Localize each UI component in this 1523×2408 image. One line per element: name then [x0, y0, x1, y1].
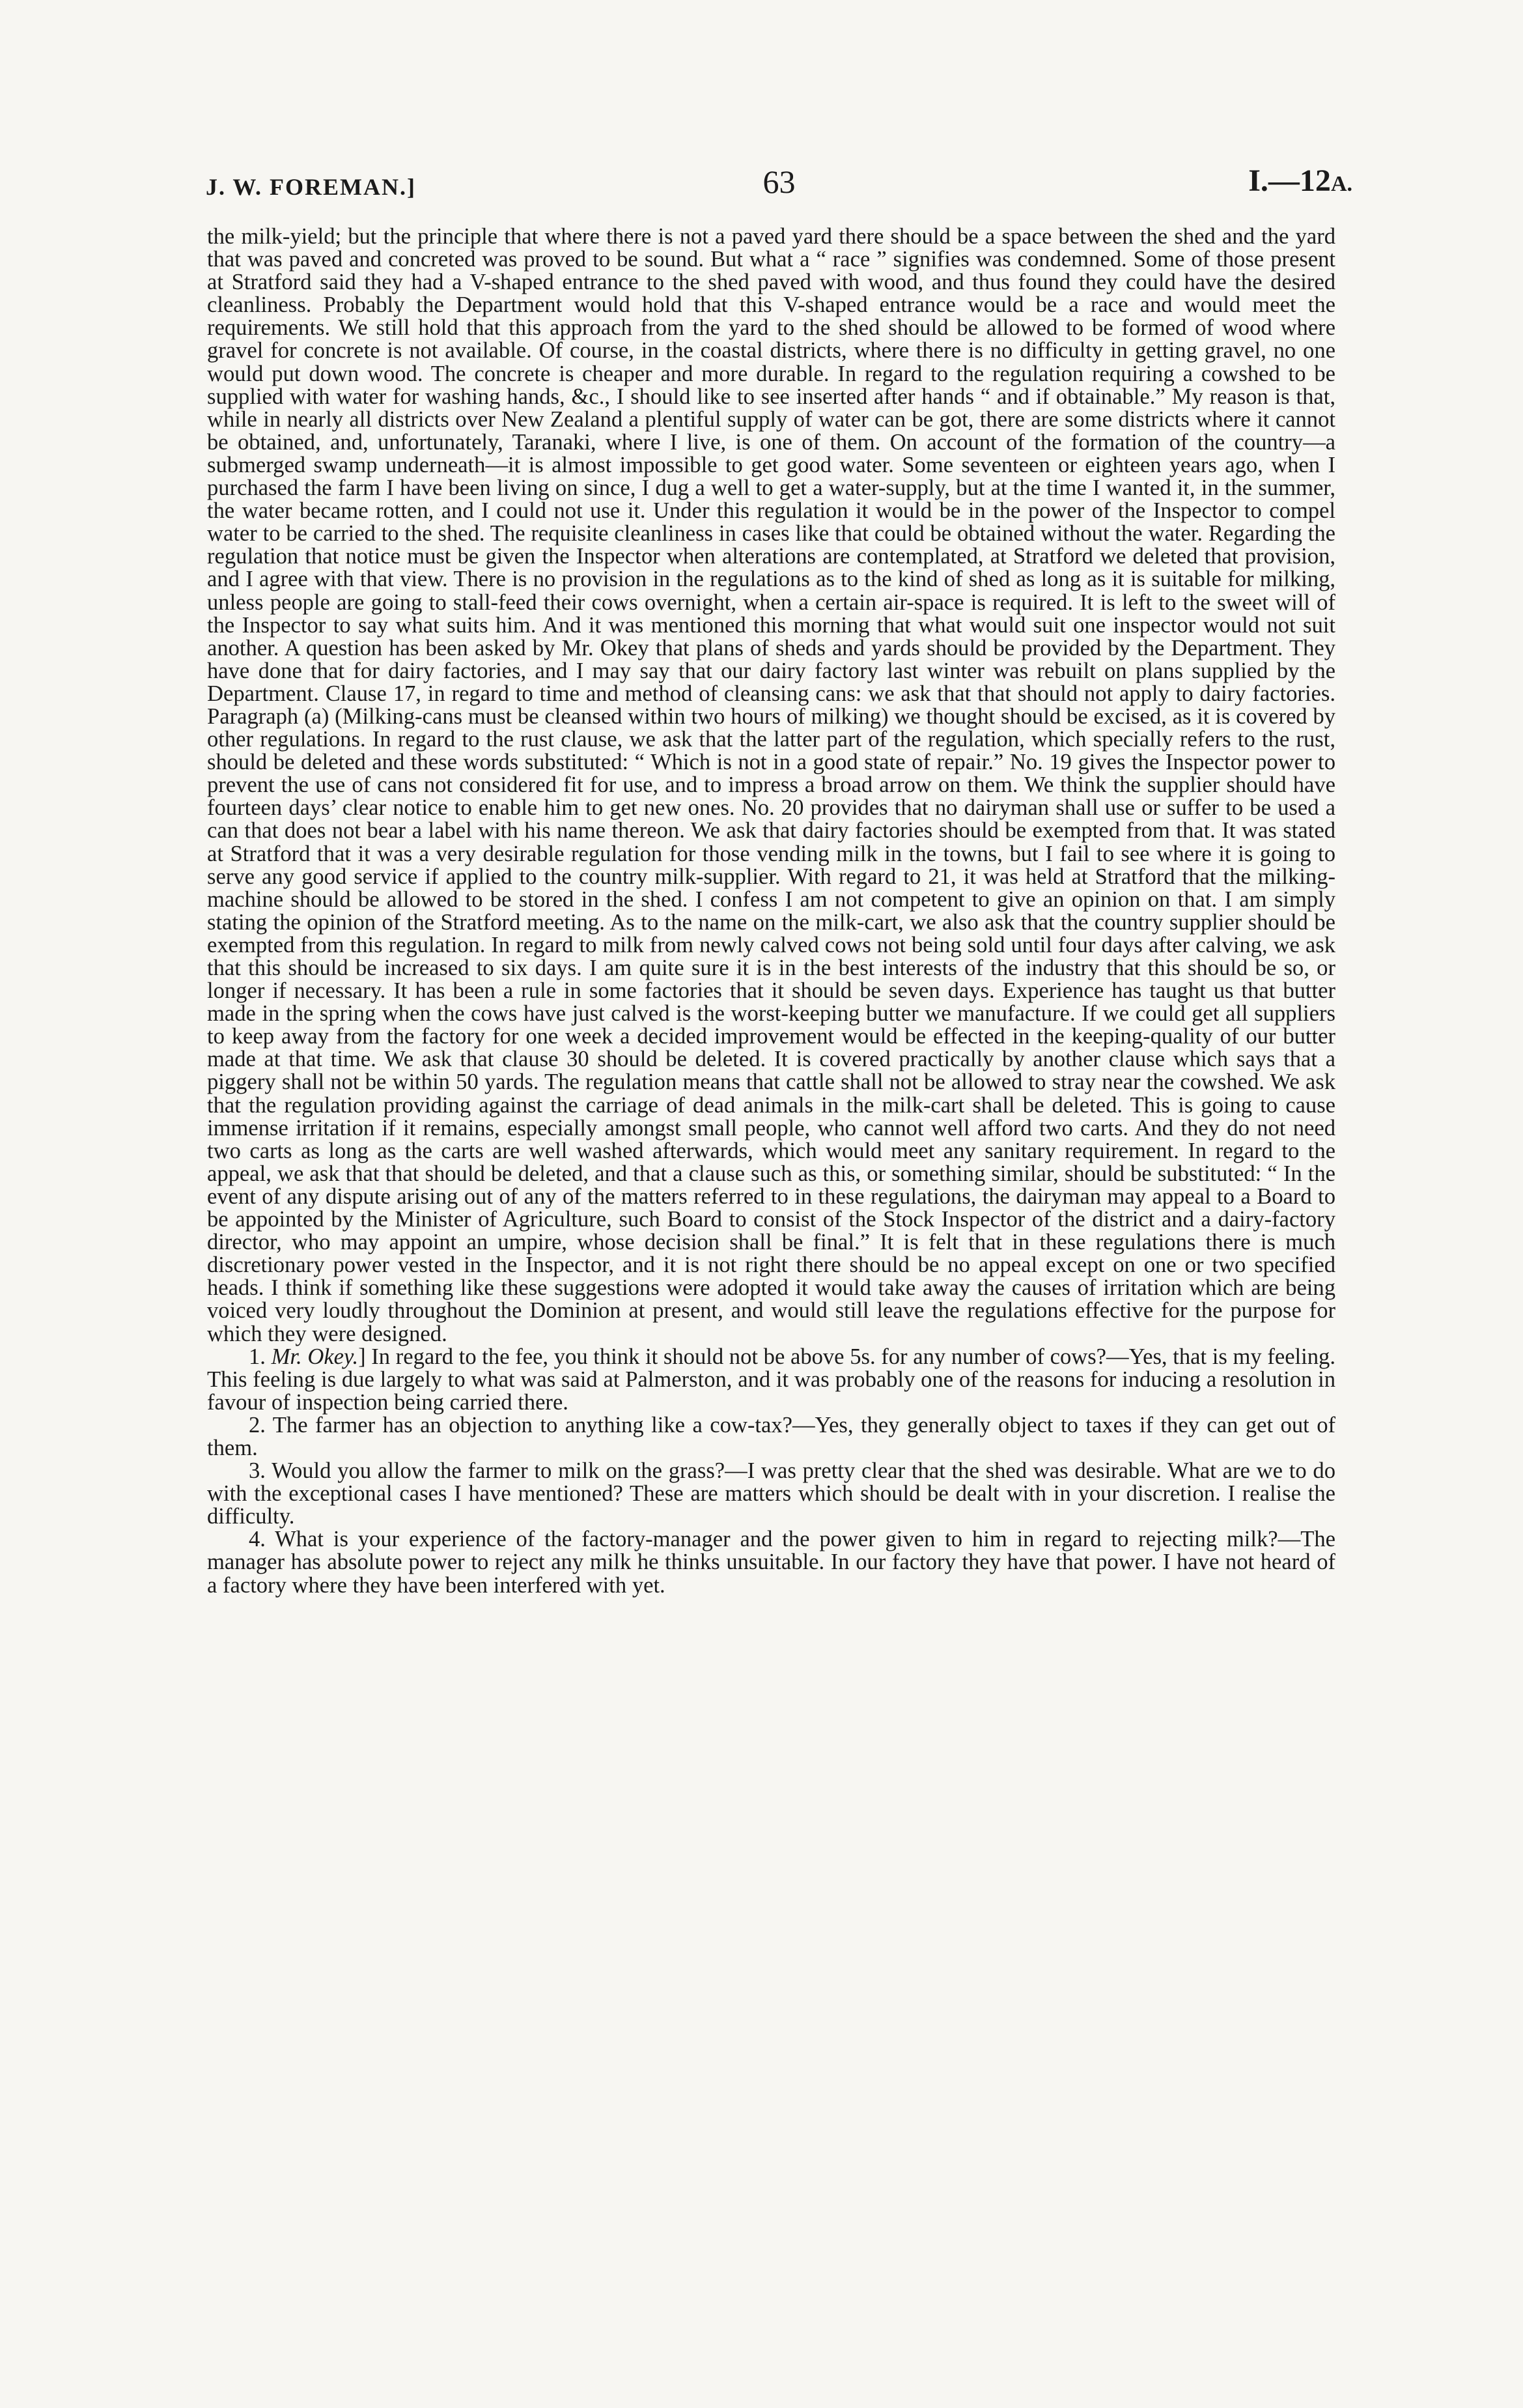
- witness-name: J. W. FOREMAN.]: [206, 174, 417, 200]
- question-number: 2.: [249, 1412, 266, 1438]
- question-3: [207, 1460, 1335, 1528]
- evidence-paragraph: the milk-yield; but the principle that where there is not a paved yard there should be a space between the shed and the yard that was paved and concreted was proved to be sound. But what a “ race ” signifies was condemned. Some of those present at Stratford said they had a V-shaped entrance to the shed paved with wood, and thus found they could have the desired cleanliness. Probably the Department would hold that this V-shaped entrance would be a race and would meet the requirements. We still hold that this approach from the yard to the shed should be allowed to be formed of wood where gravel for concrete is not available. Of course, in the coastal districts, where there is no difficulty in getting gravel, no one would put down wood. The concrete is cheaper and more durable. In regard to the regulation requiring a cowshed to be supplied with water for washing hands, &c., I should like to see inserted after hands “ and if obtainable.” My reason is that, while in nearly all districts over New Zealand a plentiful supply of water can be got, there are some districts where it cannot be obtained, and, unfortunately, Taranaki, where I live, is one of them. On account of the formation of the country—a submerged swamp underneath—it is almost impossible to get good water. Some seventeen or eighteen years ago, when I purchased the farm I have been living on since, I dug a well to get a water-supply, but at the time I wanted it, in the summer, the water became rotten, and I could not use it. Under this regulation it would be in the power of the Inspector to compel water to be carried to the shed. The requisite cleanliness in cases like that could be obtained without the water. Regarding the regulation that notice must be given the Inspector when alterations are contemplated, at Stratford we deleted that provision, and I agree with that view. There is no provision in the regulations as to the kind of shed as long as it is suitable for milking, unless people are going to stall-feed their cows overnight, when a certain air-space is required. It is left to the sweet will of the Inspector to say what suits him. And it was mentioned this morning that what would suit one inspector would not suit another. A question has been asked by Mr. Okey that plans of sheds and yards should be provided by the Department. They have done that for dairy factories, and I may say that our dairy factory last winter was rebuilt on plans supplied by the Department. Clause 17, in regard to time and method of cleansing cans: we ask that that should not apply to dairy factories. Paragraph (a) (Milking-cans must be cleansed within two hours of milking) we thought should be excised, as it is covered by other regulations. In regard to the rust clause, we ask that the latter part of the regulation, which specially refers to the rust, should be deleted and these words substituted: “ Which is not in a good state of repair.” No. 19 gives the Inspector power to prevent the use of cans not considered fit for use, and to impress a broad arrow on them. We think the supplier should have fourteen days’ clear notice to enable him to get new ones. No. 20 provides that no dairyman shall use or suffer to be used a can that does not bear a label with his name thereon. We ask that dairy factories should be exempted from that. It was stated at Stratford that it was a very desirable regulation for those vending milk in the towns, but I fail to see where it is going to serve any good service if applied to the country milk-supplier. With regard to 21, it was held at Stratford that the milking-machine should be allowed to be stored in the shed. I confess I am not competent to give an opinion on that. I am simply stating the opinion of the Stratford meeting. As to the name on the milk-cart, we also ask that the country supplier should be exempted from this regulation. In regard to milk from newly calved cows not being sold until four days after calving, we ask that this should be increased to six days. I am quite sure it is in the best interests of the industry that this should be so, or longer if necessary. It has been a rule in some factories that it should be seven days. Experience has taught us that butter made in the spring when the cows have just calved is the worst-keeping butter we manufacture. If we could get all suppliers to keep away from the factory for one week a decided improvement would be effected in the keeping-quality of our butter made at that time. We ask that clause 30 should be deleted. It is covered practically by another clause which says that a piggery shall not be within 50 yards. The regulation means that cattle shall not be allowed to stray near the cowshed. We ask that the regulation providing against the carriage of dead animals in the milk-cart shall be deleted. This is going to cause immense irritation if it remains, especially amongst small people, who cannot well afford two carts. And they do not need two carts as long as the carts are well washed afterwards, which would meet any sanitary requirement. In regard to the appeal, we ask that that should be deleted, and that a clause such as this, or something similar, should be substituted: “ In the event of any dispute arising out of any of the matters referred to in these regulations, the dairyman may appeal to a Board to be appointed by the Minister of Agriculture, such Board to consist of the Stock Inspector of the district and a dairy-factory director, who may appoint an umpire, whose decision shall be final.” It is felt that in these regulations there is much discretionary power vested in the Inspector, and it is not right there should be no appeal except on one or two specified heads. I think if something like these suggestions were adopted it would take away the causes of irritation which are being voiced very loudly throughout the Dominion at present, and would still leave the regulations effective for the purpose for which they were designed.: [207, 224, 1335, 1346]
- question-text: What is your experience of the factory-manager and the power given to him in regard to rejecting milk?—The manager has absolute power to reject any milk he thinks unsuitable. In our factory they have that power. I have not heard of a factory where they have been interfered with yet.: [207, 1527, 1335, 1598]
- body-text: [207, 225, 1335, 1597]
- running-header: [206, 163, 1352, 208]
- questioner-name: Mr. Okey.: [271, 1344, 359, 1369]
- question-text: The farmer has an objection to anything like a cow-tax?—Yes, they generally object to taxes if they can get out of them.: [207, 1412, 1335, 1460]
- question-2: [207, 1414, 1335, 1460]
- question-text: ] In regard to the fee, you think it should not be above 5s. for any number of cows?—Yes, that is my feeling. This feeling is due largely to what was said at Palmerston, and it was probably one of the reasons for inducing a resolution in favour of inspection being carried there.: [207, 1344, 1335, 1415]
- question-text: Would you allow the farmer to milk on the grass?—I was pretty clear that the shed was desirable. What are we to do with the exceptional cases I have mentioned? These are matters which should be dealt with in your discretion. I realise the difficulty.: [207, 1458, 1335, 1529]
- paper-reference-main: I.—12: [1248, 163, 1331, 198]
- paper-reference: [1248, 163, 1352, 199]
- question-4: [207, 1528, 1335, 1596]
- question-number: 3.: [249, 1458, 266, 1484]
- page-number: 63: [762, 163, 796, 200]
- paper-reference-suffix: A.: [1330, 172, 1352, 196]
- question-number: 4.: [249, 1527, 266, 1552]
- question-1: [207, 1346, 1335, 1414]
- question-number: 1.: [249, 1344, 266, 1369]
